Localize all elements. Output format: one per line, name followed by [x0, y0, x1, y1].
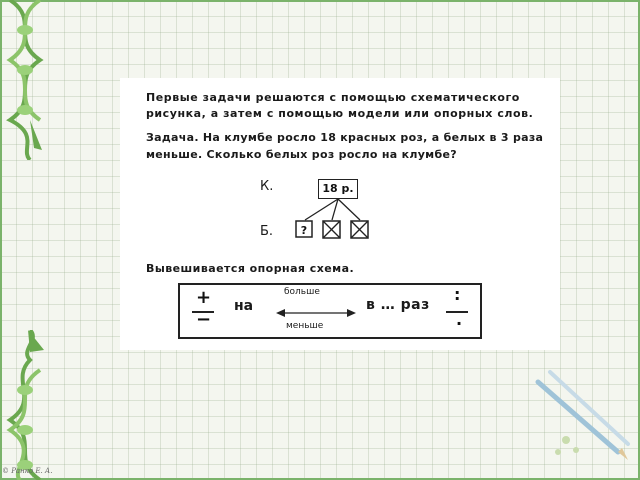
word-na: на: [234, 298, 254, 314]
crossed-box-1: [323, 221, 340, 238]
author-credit: © Ранко Е. А.: [2, 467, 53, 475]
ribbon-decoration-bottom: [0, 330, 60, 480]
intro-line-1: Первые задачи решаются с помощью схематического: [146, 91, 520, 104]
phrase-v-raz: в … раз: [366, 297, 430, 313]
double-arrow-icon: [276, 307, 356, 319]
minus-sign: −: [196, 309, 212, 330]
task-line-1: Задача. На клумбе росло 18 красных роз, а белых в 3 раза: [146, 131, 544, 144]
crossed-box-2: [351, 221, 368, 238]
question-mark: ?: [300, 224, 308, 237]
task-line-2: меньше. Сколько белых роз росло на клумбе?: [146, 148, 457, 161]
word-menshe: меньше: [286, 321, 324, 331]
branch-line-right: [338, 199, 360, 220]
division-sign: :: [454, 285, 461, 304]
reference-scheme-box: [178, 283, 482, 339]
hang-caption: Вывешивается опорная схема.: [146, 262, 355, 275]
intro-line-2: рисунка, а затем с помощью модели или опорных слов.: [146, 107, 534, 120]
word-bolshe: больше: [284, 287, 320, 297]
ribbon-decoration-top: [0, 0, 60, 160]
pencils-decoration: [520, 360, 640, 470]
plus-sign: +: [196, 287, 212, 308]
label-red-roses: К.: [260, 179, 274, 194]
content-card: [120, 78, 560, 350]
label-white-roses: Б.: [260, 224, 274, 239]
multiplication-dot: .: [456, 310, 463, 329]
red-roses-box: 18 р.: [318, 179, 358, 199]
